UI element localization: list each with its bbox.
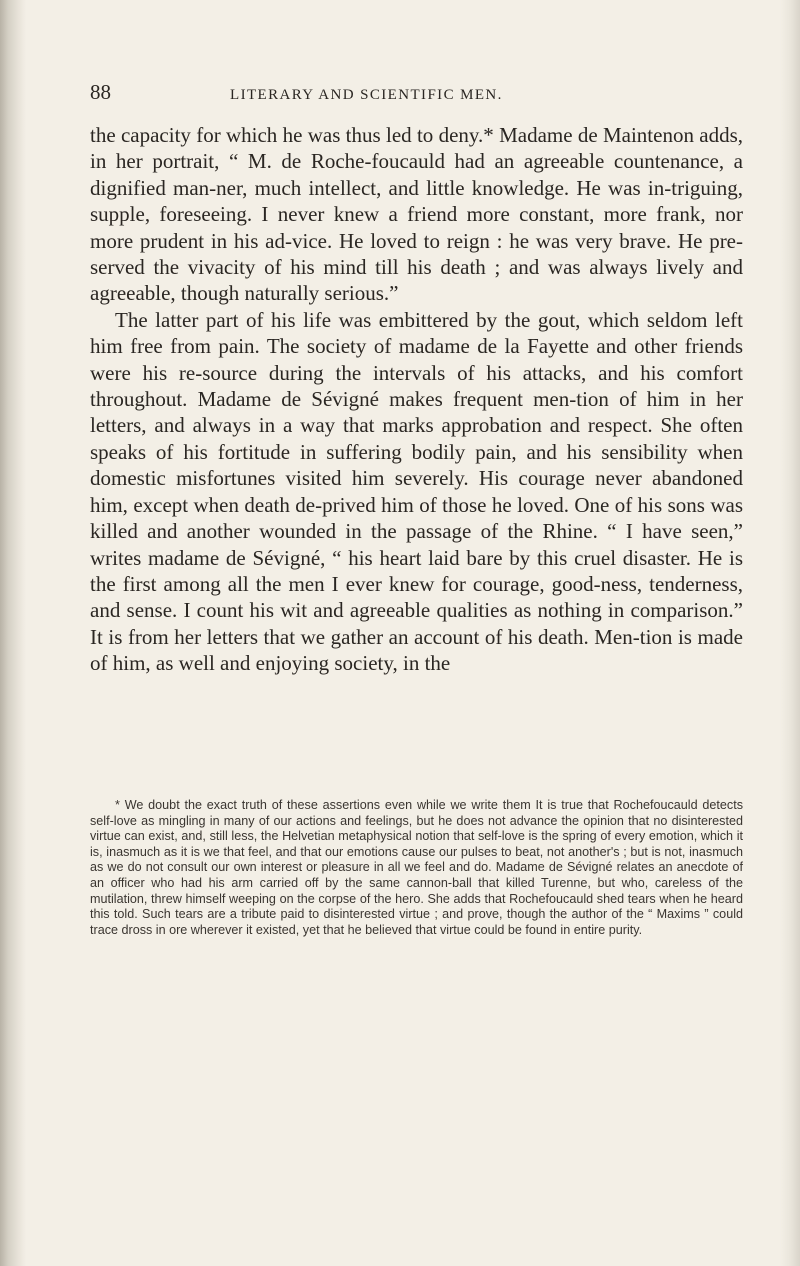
page-edge-shadow — [780, 0, 800, 1266]
paragraph: the capacity for which he was thus led to deny.* Madame de Maintenon adds, in her portrait, “ M. de Roche-foucauld had an agreeable countenance, a dignified man-ner, much intellect, and little knowledge. He was in-triguing, supple, foreseeing. I never knew a friend more constant, more frank, nor more prudent in his ad-vice. He loved to reign : he was very brave. He pre-served the vivacity of his mind till his death ; and was always lively and agreeable, though naturally serious.” — [90, 123, 743, 306]
paragraph: The latter part of his life was embittered by the gout, which seldom left him free from pain. The society of madame de la Fayette and other friends were his re-source during the intervals of his attacks, and his comfort throughout. Madame de Sévigné makes frequent men-tion of him in her letters, and always in a way that marks approbation and respect. She often speaks of his fortitude in suffering bodily pain, and his sensibility when domestic misfortunes visited him severely. His courage never abandoned him, except when death de-prived him of those he loved. One of his sons was killed and another wounded in the passage of the Rhine. “ I have seen,” writes madame de Sévigné, “ his heart laid bare by this cruel disaster. He is the first among all the men I ever knew for courage, good-ness, tenderness, and sense. I count his wit and agreeable qualities as nothing in comparison.” It is from her letters that we gather an account of his death. Men-tion is made of him, as well and enjoying society, in the — [90, 307, 743, 676]
body-text — [90, 122, 743, 677]
page-binding-shadow — [0, 0, 26, 1266]
page-number: 88 — [90, 80, 111, 104]
running-title: LITERARY AND SCIENTIFIC MEN. — [230, 87, 503, 103]
footnote: * We doubt the exact truth of these assertions even while we write them It is true that Rochefoucauld detects self-love as mingling in many of our actions and feelings, but he does not advance the opinion that no disinterested virtue can exist, and, still less, the Helvetian metaphysical notion that self-love is the spring of every emotion, which it is, inasmuch as it is we that feel, and that our emotions cause our pulses to beat, not another's ; but is not, inasmuch as we do not consult our own interest or pleasure in all we feel and do. Madame de Sévigné relates an anecdote of an officer who had his arm carried off by the same cannon-ball that killed Turenne, but who, careless of the mutilation, threw himself weeping on the corpse of the hero. She adds that Rochefoucauld shed tears when he heard this told. Such tears are a tribute paid to disinterested virtue ; and prove, though the author of the “ Maxims ” could trace dross in ore wherever it existed, yet that he believed that virtue could be found in entire purity. — [90, 798, 743, 937]
page-header — [90, 80, 750, 110]
